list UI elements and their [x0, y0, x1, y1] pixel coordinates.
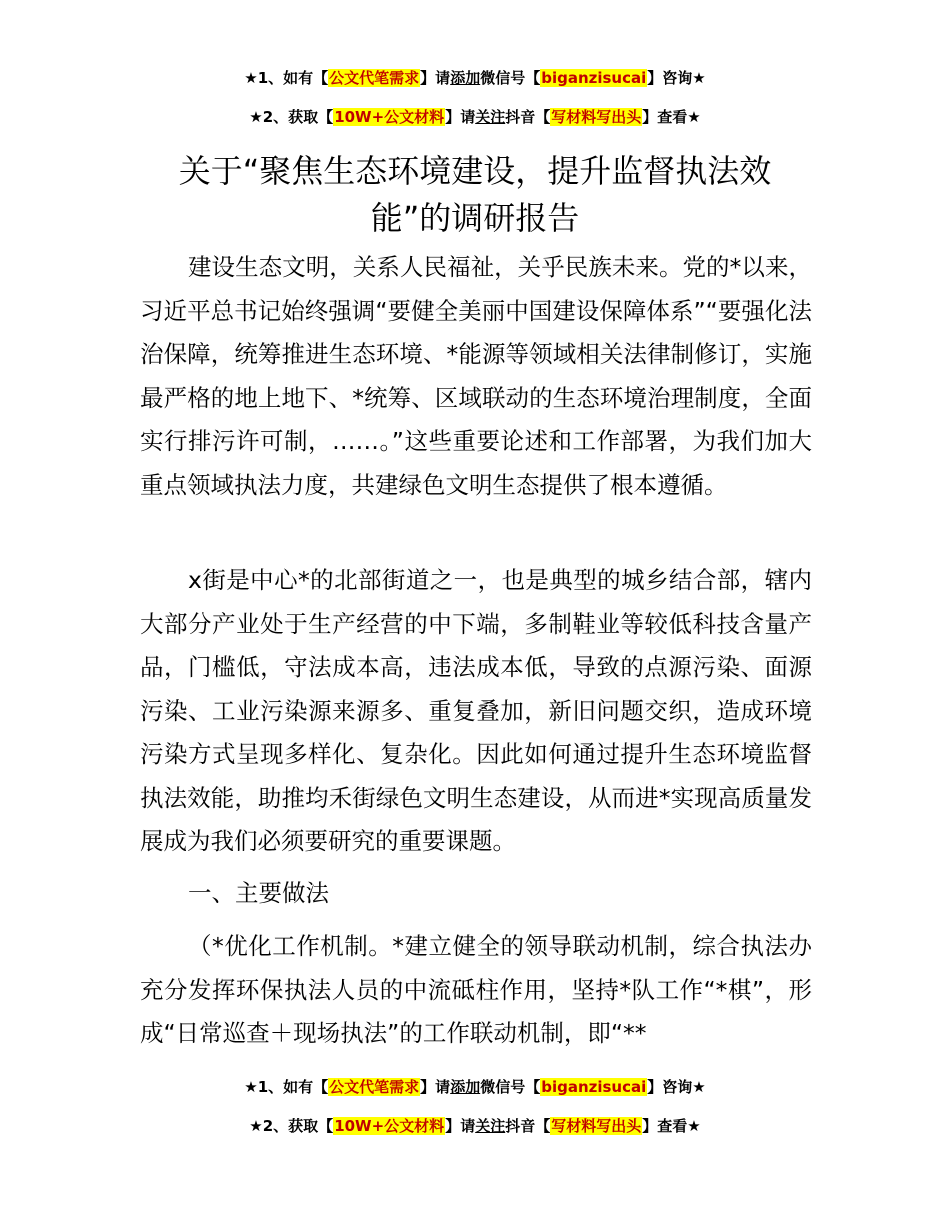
bottom-banner-line-2 — [0, 1114, 950, 1138]
section-heading: 一、主要做法 — [188, 879, 329, 907]
banner-text: ★2、获取【 — [249, 108, 334, 126]
banner-text: ★1、如有【 — [244, 1078, 329, 1096]
banner-wechat-id: biganzisucai — [541, 1078, 647, 1096]
top-banner-line-1 — [0, 66, 950, 90]
banner-text: ★2、获取【 — [249, 1117, 334, 1135]
body-paragraph-3: （*优化工作机制。*建立健全的领导联动机制，综合执法办充分发挥环保执法人员的中流砥柱作用，坚持*队工作“*棋”，形成“日常巡查＋现场执法”的工作联动机制，即“** — [140, 932, 812, 1047]
banner-douyin-id: 写材料写出头 — [551, 1117, 642, 1135]
banner-wechat-id: biganzisucai — [541, 69, 647, 87]
banner-text: 】查看★ — [642, 1117, 701, 1135]
page-title: 关于“聚焦生态环境建设，提升监督执法效能”的调研报告 — [178, 152, 772, 237]
banner-text: 】请 — [445, 1117, 476, 1135]
banner-text: ★1、如有【 — [244, 69, 329, 87]
banner-text: 】请 — [445, 108, 476, 126]
banner-underlined-text: 关注 — [475, 108, 506, 126]
body-paragraph-2: x街是中心*的北部街道之一，也是典型的城乡结合部，辖内大部分产业处于生产经营的中下端，多制鞋业等较低科技含量产品，门槛低，守法成本高，违法成本低，导致的点源污染、面源污染、工业污染源来源多、重复叠加，新旧问题交织，造成环境污染方式呈现多样化、复杂化。因此如何通过提升生态环境监督执法效能，助推均禾街绿色文明生态建设，从而进*实现高质量发展成为我们必须要研究的重要课题。 — [140, 566, 812, 855]
banner-underlined-text: 关注 — [475, 1117, 506, 1135]
body-paragraph-1: 建设生态文明，关系人民福祉，关乎民族未来。党的*以来，习近平总书记始终强调“要健全美丽中国建设保障体系”“要强化法治保障，统筹推进生态环境、*能源等领域相关法律制修订，实施最严格的地上地下、*统筹、区域联动的生态环境治理制度，全面实行排污许可制，……。”这些重要论述和工作部署，为我们加大重点领域执法力度，共建绿色文明生态提供了根本遵循。 — [140, 253, 812, 499]
banner-text: 】查看★ — [642, 108, 701, 126]
banner-douyin-id: 写材料写出头 — [551, 108, 642, 126]
banner-text: 抖音【 — [505, 1117, 551, 1135]
bottom-banner-line-1 — [0, 1075, 950, 1099]
banner-text: 微信号【 — [480, 69, 541, 87]
banner-highlight: 10W+公文材料 — [334, 1117, 445, 1135]
banner-text: 微信号【 — [480, 1078, 541, 1096]
banner-underlined-text: 添加 — [450, 1078, 481, 1096]
banner-highlight: 公文代笔需求 — [329, 69, 420, 87]
banner-underlined-text: 添加 — [450, 69, 481, 87]
banner-text: 抖音【 — [505, 108, 551, 126]
banner-text: 】请 — [420, 1078, 451, 1096]
banner-highlight: 10W+公文材料 — [334, 108, 445, 126]
banner-text: 】咨询★ — [647, 1078, 706, 1096]
banner-text: 】咨询★ — [647, 69, 706, 87]
top-banner-line-2 — [0, 105, 950, 129]
banner-highlight: 公文代笔需求 — [329, 1078, 420, 1096]
banner-text: 】请 — [420, 69, 451, 87]
